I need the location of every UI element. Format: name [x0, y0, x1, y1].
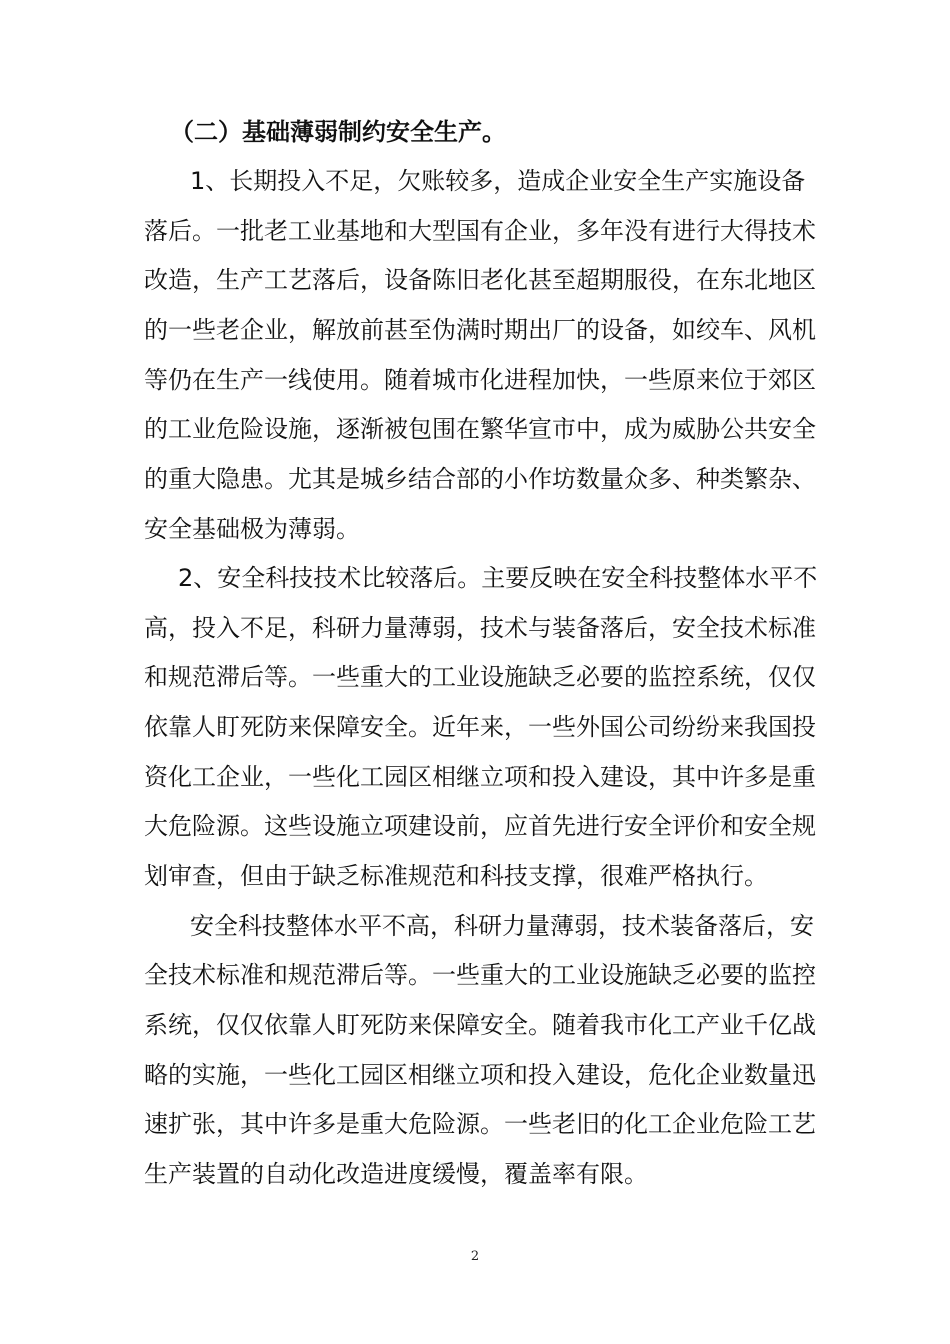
paragraph-2-line-6: 大危险源。这些设施立项建设前，应首先进行安全评价和安全规 [144, 812, 816, 840]
page-number: 2 [470, 1249, 480, 1264]
paragraph-1-line-2: 落后。一批老工业基地和大型国有企业，多年没有进行大得技术 [144, 217, 816, 245]
paragraph-1-line-7: 的重大隐患。尤其是城乡结合部的小作坊数量众多、种类繁杂、 [144, 465, 816, 493]
paragraph-2-line-3: 和规范滞后等。一些重大的工业设施缺乏必要的监控系统，仅仅 [144, 663, 816, 691]
paragraph-3-line-3: 系统，仅仅依靠人盯死防来保障安全。随着我市化工产业千亿战 [144, 1011, 816, 1039]
paragraph-3-line-6: 生产装置的自动化改造进度缓慢，覆盖率有限。 [144, 1160, 648, 1188]
paragraph-3-line-2: 全技术标准和规范滞后等。一些重大的工业设施缺乏必要的监控 [144, 961, 816, 989]
paragraph-2-line-5: 资化工企业，一些化工园区相继立项和投入建设，其中许多是重 [144, 763, 816, 791]
paragraph-2-line-1: 2、安全科技技术比较落后。主要反映在安全科技整体水平不 [178, 564, 818, 592]
paragraph-2-line-4: 依靠人盯死防来保障安全。近年来，一些外国公司纷纷来我国投 [144, 713, 816, 741]
paragraph-3-line-5: 速扩张，其中许多是重大危险源。一些老旧的化工企业危险工艺 [144, 1110, 816, 1138]
paragraph-2-line-2: 高，投入不足，科研力量薄弱，技术与装备落后，安全技术标准 [144, 614, 816, 642]
paragraph-1-line-5: 等仍在生产一线使用。随着城市化进程加快，一些原来位于郊区 [144, 366, 816, 394]
paragraph-3-line-4: 略的实施，一些化工园区相继立项和投入建设，危化企业数量迅 [144, 1061, 816, 1089]
paragraph-1-line-3: 改造，生产工艺落后，设备陈旧老化甚至超期服役，在东北地区 [144, 266, 816, 294]
paragraph-3-line-1: 安全科技整体水平不高，科研力量薄弱，技术装备落后，安 [190, 912, 814, 940]
section-heading: （二）基础薄弱制约安全生产。 [170, 118, 506, 146]
paragraph-1-line-8: 安全基础极为薄弱。 [144, 515, 360, 543]
paragraph-2-line-7: 划审查，但由于缺乏标准规范和科技支撑，很难严格执行。 [144, 862, 768, 890]
paragraph-1-line-6: 的工业危险设施，逐渐被包围在繁华宣市中，成为威胁公共安全 [144, 415, 816, 443]
paragraph-1-line-1: 1、长期投入不足，欠账较多，造成企业安全生产实施设备 [190, 167, 806, 195]
paragraph-1-line-4: 的一些老企业，解放前甚至伪满时期出厂的设备，如绞车、风机 [144, 316, 816, 344]
